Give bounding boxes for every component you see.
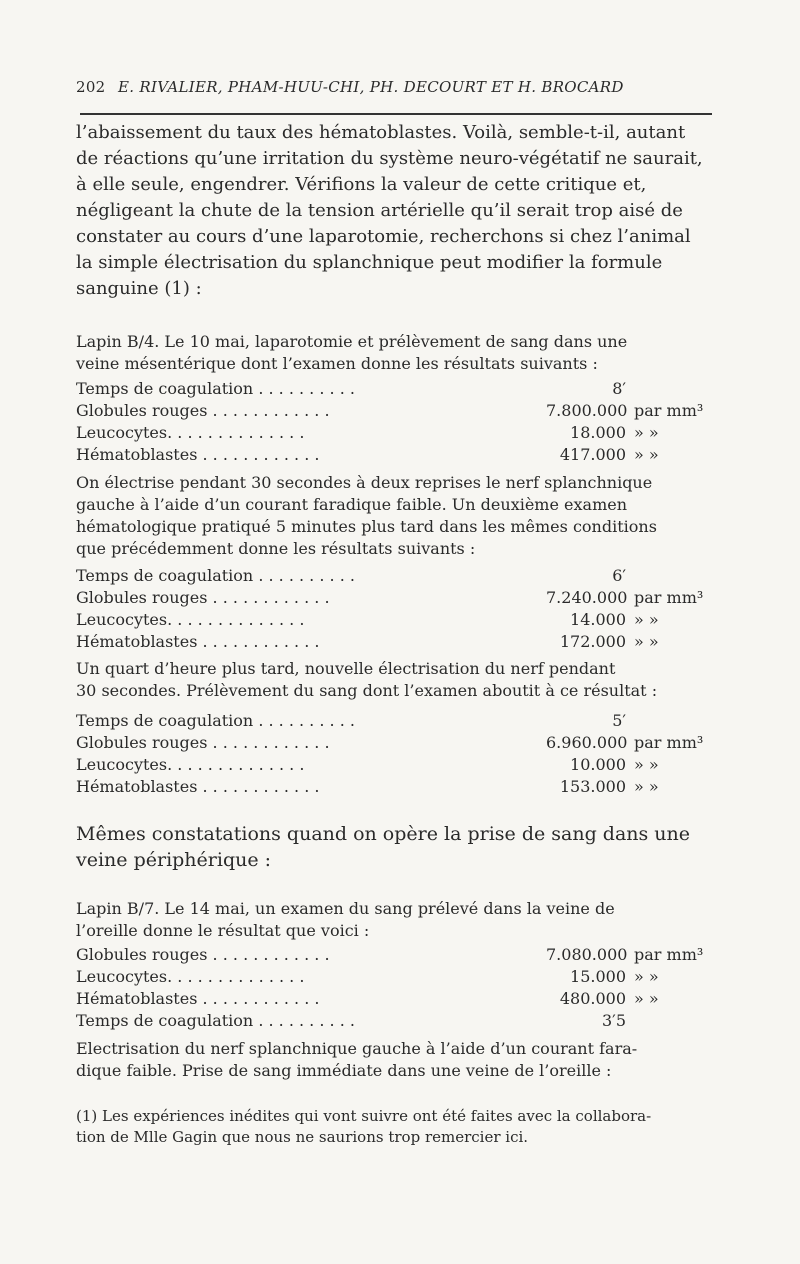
table-row [76,565,726,587]
experiment-2-electrisation [76,1038,716,1082]
footnote [76,1106,718,1148]
row-unit: » » [634,989,659,1008]
row-label: Hématoblastes . . . . . . . . . . . . [76,445,320,464]
text-line: l’abaissement du taux des hématoblastes. Voilà, semble-t-il, autant [76,122,686,143]
row-label: Hématoblastes . . . . . . . . . . . . [76,632,320,651]
text-line: 30 secondes. Prélèvement du sang dont l’examen aboutit à ce résultat : [76,681,658,700]
row-label: Temps de coagulation . . . . . . . . . . [76,1011,355,1030]
row-value: 7.800.000 [546,401,628,420]
text-line: Lapin B/4. Le 10 mai, laparotomie et prélèvement de sang dans une [76,332,628,351]
intro-paragraph [76,120,716,302]
row-value: 10.000 [570,755,626,774]
row-value: 417.000 [559,445,626,464]
row-value: 14.000 [570,610,626,629]
text-line: Un quart d’heure plus tard, nouvelle électrisation du nerf pendant [76,659,616,678]
row-value: 3′5 [602,1011,626,1030]
text-line: la simple électrisation du splanchnique peut modifier la formule [76,252,663,273]
row-unit: par mm³ [634,588,704,607]
results-table-4 [76,944,726,1032]
table-row [76,422,726,444]
table-row [76,1010,726,1032]
row-label: Globules rouges . . . . . . . . . . . . [76,401,330,420]
row-value: 8′ [612,379,626,398]
text-line: l’oreille donne le résultat que voici : [76,921,370,940]
results-table-1 [76,378,726,466]
row-unit: » » [634,755,659,774]
header-rule [80,113,712,115]
experiment-2-intro [76,898,716,942]
row-label: Globules rouges . . . . . . . . . . . . [76,733,330,752]
experiment-1-second-electrisation [76,658,716,702]
results-table-2 [76,565,726,653]
row-value: 6.960.000 [546,733,628,752]
row-label: Leucocytes. . . . . . . . . . . . . . [76,423,305,442]
row-label: Temps de coagulation . . . . . . . . . . [76,711,355,730]
experiment-1-intro [76,331,716,375]
text-line: à elle seule, engendrer. Vérifions la valeur de cette critique et, [76,174,647,195]
row-label: Hématoblastes . . . . . . . . . . . . [76,989,320,1008]
row-unit: par mm³ [634,401,704,420]
row-unit: par mm³ [634,733,704,752]
text-line: que précédemment donne les résultats suivants : [76,539,476,558]
table-row [76,988,726,1010]
row-unit: » » [634,777,659,796]
row-label: Leucocytes. . . . . . . . . . . . . . [76,967,305,986]
table-row [76,631,726,653]
row-label: Temps de coagulation . . . . . . . . . . [76,566,355,585]
table-row [76,776,726,798]
table-row [76,944,726,966]
row-value: 5′ [612,711,626,730]
row-value: 172.000 [559,632,626,651]
text-line: gauche à l’aide d’un courant faradique faible. Un deuxième examen [76,495,628,514]
row-unit: » » [634,445,659,464]
experiment-1-electrisation [76,472,716,560]
row-unit: » » [634,967,659,986]
row-label: Globules rouges . . . . . . . . . . . . [76,945,330,964]
row-value: 7.240.000 [546,588,628,607]
row-unit: » » [634,610,659,629]
running-title-authors: E. RIVALIER, PHAM-HUU-CHI, PH. DECOURT ET H. BROCARD [118,78,624,96]
text-line: Mêmes constatations quand on opère la prise de sang dans une [76,823,691,845]
table-row [76,732,726,754]
text-line: sanguine (1) : [76,278,202,299]
text-line: dique faible. Prise de sang immédiate dans une veine de l’oreille : [76,1061,612,1080]
row-value: 7.080.000 [546,945,628,964]
row-label: Leucocytes. . . . . . . . . . . . . . [76,755,305,774]
text-line: On électrise pendant 30 secondes à deux reprises le nerf splanchnique [76,473,653,492]
text-line: (1) Les expériences inédites qui vont suivre ont été faites avec la collabora- [76,1107,652,1125]
row-unit: par mm³ [634,945,704,964]
table-row [76,400,726,422]
text-line: négligeant la chute de la tension artérielle qu’il serait trop aisé de [76,200,683,221]
row-label: Temps de coagulation . . . . . . . . . . [76,379,355,398]
text-line: veine périphérique : [76,849,272,871]
row-label: Globules rouges . . . . . . . . . . . . [76,588,330,607]
text-line: constater au cours d’une laparotomie, recherchons si chez l’animal [76,226,691,247]
text-line: Electrisation du nerf splanchnique gauche à l’aide d’un courant fara- [76,1039,638,1058]
row-unit: » » [634,632,659,651]
text-line: hématologique pratiqué 5 minutes plus tard dans les mêmes conditions [76,517,657,536]
table-row [76,587,726,609]
table-row [76,966,726,988]
row-value: 6′ [612,566,626,585]
table-row [76,754,726,776]
peripheral-paragraph [76,820,716,872]
row-unit: » » [634,423,659,442]
table-row [76,710,726,732]
table-row [76,609,726,631]
table-row [76,444,726,466]
row-value: 18.000 [570,423,626,442]
row-label: Hématoblastes . . . . . . . . . . . . [76,777,320,796]
text-line: tion de Mlle Gagin que nous ne saurions trop remercier ici. [76,1128,529,1146]
text-line: veine mésentérique dont l’examen donne les résultats suivants : [76,354,598,373]
row-value: 15.000 [570,967,626,986]
text-line: Lapin B/7. Le 14 mai, un examen du sang prélevé dans la veine de [76,899,615,918]
results-table-3 [76,710,726,798]
row-value: 153.000 [559,777,626,796]
table-row [76,378,726,400]
row-label: Leucocytes. . . . . . . . . . . . . . [76,610,305,629]
text-line: de réactions qu’une irritation du système neuro-végétatif ne saurait, [76,148,703,169]
page-number: 202 [76,78,106,96]
row-value: 480.000 [559,989,626,1008]
